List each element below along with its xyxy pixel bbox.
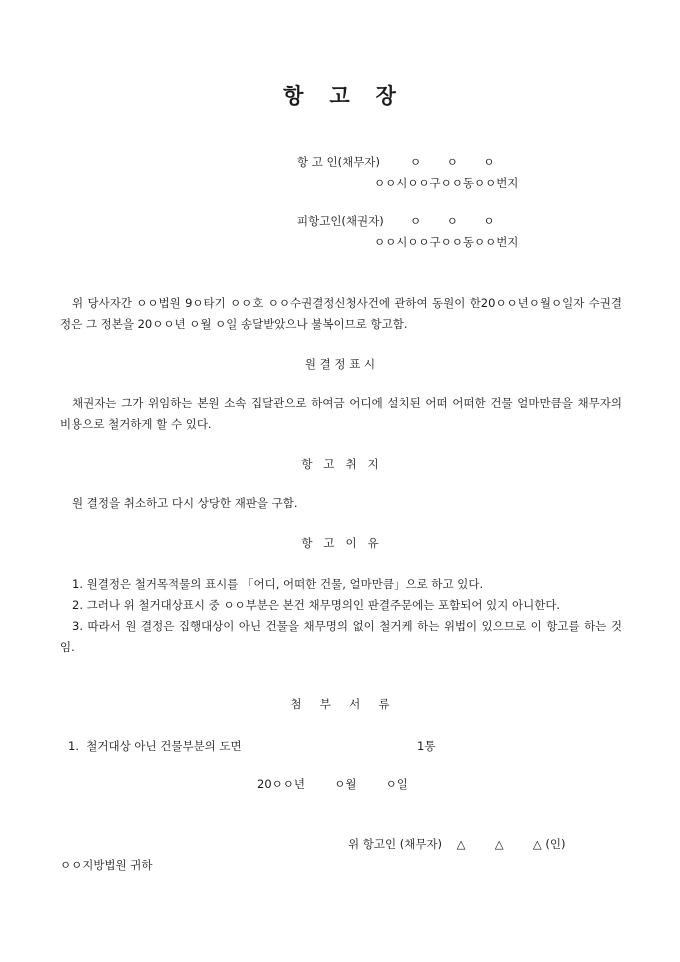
appellee-address: ㅇㅇ시ㅇㅇ구ㅇㅇ동ㅇㅇ번지 (374, 235, 519, 249)
original-decision-heading: 원 결 정 표 시 (304, 357, 376, 371)
reason-item: 2. 그러나 위 철거대상표시 중 ㅇㅇ부분은 본건 채무명의인 판결주문에는 포함되어 있지 아니한다. (72, 598, 561, 612)
appellant-address: ㅇㅇ시ㅇㅇ구ㅇㅇ동ㅇㅇ번지 (374, 176, 519, 190)
intro-paragraph: 위 당사자간 ㅇㅇ법원 9ㅇ타기 ㅇㅇ호 ㅇㅇ수권결정신청사건에 관하여 동원이 한20ㅇㅇ년ㅇ월ㅇ일자 수권결정은 그 정본을 20ㅇㅇ년 ㅇ월 ㅇ일 송달받았으나 불복이므로 항고함. (60, 296, 623, 331)
reason-item: 1. 원결정은 철거목적물의 표시를 「어디, 어떠한 건물, 얼마만큼」으로 하고 있다. (72, 577, 484, 591)
reasons-list (60, 574, 622, 658)
purpose-text: 원 결정을 취소하고 다시 상당한 재판을 구함. (72, 496, 298, 510)
reason-item: 3. 따라서 원 결정은 집행대상이 아닌 건물을 채무명의 없이 철거케 하는 위법이 있으므로 이 항고를 하는 것임. (60, 619, 622, 654)
attachments-heading: 첨 부 서 류 (290, 697, 390, 711)
appellee-name: ㅇ ㅇ ㅇ (410, 214, 495, 228)
purpose-heading: 항 고 취 지 (301, 457, 379, 471)
court-addressee: ㅇㅇ지방법원 귀하 (60, 858, 153, 872)
document-title: 항 고 장 (283, 83, 397, 108)
appellant-name: ㅇ ㅇ ㅇ (410, 155, 495, 169)
attachment-count: 1통 (417, 739, 436, 753)
appellee-label: 피항고인(채권자) (297, 214, 384, 228)
reasons-heading: 항 고 이 유 (301, 536, 379, 550)
appellant-label: 항 고 인(채무자) (297, 155, 380, 169)
original-decision-text: 채권자는 그가 위임하는 본원 소속 집달관으로 하여금 어디에 설치된 어떠 어떠한 건물 얼마만큼을 채무자의 비용으로 철거하게 할 수 있다. (60, 396, 622, 431)
attachment-label: 1. 철거대상 아닌 건물부분의 도면 (68, 739, 242, 753)
filing-date: 20ㅇㅇ년 ㅇ월 ㅇ일 (257, 777, 408, 791)
signature-line: 위 항고인 (채무자) △ △ △ (인) (348, 837, 566, 851)
